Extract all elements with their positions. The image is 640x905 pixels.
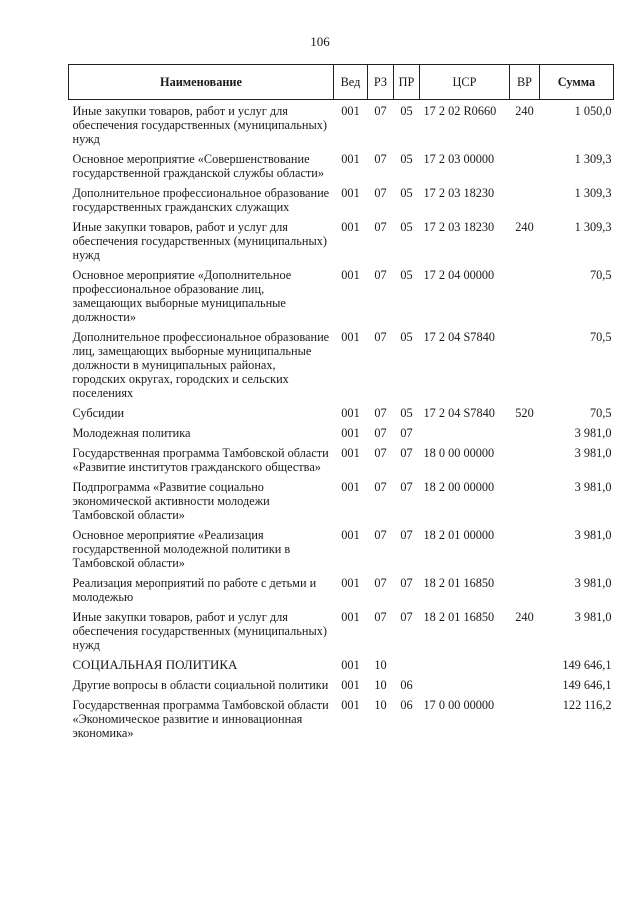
- row-csr: 17 2 04 S7840: [423, 406, 495, 420]
- row-rz: 07: [374, 220, 387, 234]
- row-pr: 07: [400, 480, 413, 494]
- row-rz: 07: [374, 186, 387, 200]
- row-csr: 18 0 00 00000: [423, 446, 495, 460]
- table-row: [69, 216, 614, 264]
- row-pr: [394, 654, 420, 674]
- row-vr: [510, 674, 540, 694]
- row-rz: 07: [374, 576, 387, 590]
- row-ved: 001: [341, 426, 360, 440]
- row-csr: 17 0 00 00000: [423, 698, 495, 712]
- row-csr: [420, 674, 510, 694]
- row-name: Иные закупки товаров, работ и услуг для обеспечения государственных (муниципальных) нужд: [72, 104, 327, 146]
- table-row: [69, 572, 614, 606]
- row-sum: 149 646,1: [562, 678, 612, 692]
- row-vr: [510, 326, 540, 402]
- row-csr: 18 2 01 16850: [423, 576, 495, 590]
- row-csr: 17 2 02 R0660: [423, 104, 497, 118]
- row-name: Государственная программа Тамбовской области «Развитие институтов гражданского общества»: [72, 446, 329, 474]
- header-rz: РЗ: [368, 65, 394, 100]
- row-pr: 05: [400, 406, 413, 420]
- row-vr: [510, 524, 540, 572]
- table-row: [69, 326, 614, 402]
- row-sum: 122 116,2: [562, 698, 612, 712]
- row-vr: [510, 572, 540, 606]
- row-ved: 001: [341, 528, 360, 542]
- row-pr: 05: [400, 268, 413, 282]
- row-name: Подпрограмма «Развитие социально экономической активности молодежи Тамбовской области»: [72, 480, 270, 522]
- row-vr: [510, 182, 540, 216]
- row-csr: [420, 422, 510, 442]
- row-rz: 10: [374, 698, 387, 712]
- row-csr: 17 2 03 18230: [423, 220, 495, 234]
- table-row: [69, 606, 614, 654]
- row-pr: 05: [400, 186, 413, 200]
- table-row: [69, 654, 614, 674]
- row-pr: 07: [400, 528, 413, 542]
- row-ved: 001: [341, 406, 360, 420]
- row-name: Молодежная политика: [72, 426, 191, 440]
- table-row: [69, 182, 614, 216]
- row-pr: 07: [400, 426, 413, 440]
- row-sum: 1 309,3: [574, 186, 612, 200]
- row-pr: 07: [400, 610, 413, 624]
- row-vr: [510, 264, 540, 326]
- table-row: [69, 694, 614, 742]
- row-csr: 18 2 01 00000: [423, 528, 495, 542]
- row-rz: 07: [374, 104, 387, 118]
- page-number: 106: [310, 34, 330, 49]
- row-sum: 3 981,0: [574, 480, 612, 494]
- row-pr: 05: [400, 220, 413, 234]
- header-ved: Вед: [334, 65, 368, 100]
- row-rz: 07: [374, 152, 387, 166]
- row-csr: 18 2 00 00000: [423, 480, 495, 494]
- table-row: [69, 148, 614, 182]
- table-row: [69, 442, 614, 476]
- row-sum: 3 981,0: [574, 528, 612, 542]
- row-ved: 001: [341, 268, 360, 282]
- row-ved: 001: [341, 678, 360, 692]
- header-sum: Сумма: [540, 65, 614, 100]
- row-ved: 001: [341, 152, 360, 166]
- row-rz: 07: [374, 446, 387, 460]
- row-name: Дополнительное профессиональное образование государственных гражданских служащих: [72, 186, 330, 214]
- budget-table: [68, 64, 614, 742]
- row-ved: 001: [341, 610, 360, 624]
- header-vr: ВР: [510, 65, 540, 100]
- row-name: Другие вопросы в области социальной политики: [72, 678, 329, 692]
- row-csr: 17 2 04 00000: [423, 268, 495, 282]
- row-name: Основное мероприятие «Реализация государственной молодежной политики в Тамбовской области»: [72, 528, 291, 570]
- row-name: Государственная программа Тамбовской области «Экономическое развитие и инновационная экономика»: [72, 698, 329, 740]
- row-name: Реализация мероприятий по работе с детьми и молодежью: [72, 576, 317, 604]
- table-row: [69, 100, 614, 149]
- row-csr: 17 2 04 S7840: [423, 330, 495, 344]
- row-ved: 001: [341, 330, 360, 344]
- row-pr: 05: [400, 330, 413, 344]
- row-pr: 06: [400, 678, 413, 692]
- row-sum: 70,5: [589, 406, 612, 420]
- row-pr: 07: [400, 576, 413, 590]
- row-vr: 520: [515, 406, 534, 420]
- row-vr: [510, 654, 540, 674]
- row-vr: [510, 476, 540, 524]
- row-ved: 001: [341, 658, 360, 672]
- row-ved: 001: [341, 220, 360, 234]
- row-sum: 1 309,3: [574, 220, 612, 234]
- row-ved: 001: [341, 104, 360, 118]
- row-csr: 17 2 03 18230: [423, 186, 495, 200]
- row-sum: 1 309,3: [574, 152, 612, 166]
- row-name: Основное мероприятие «Дополнительное профессиональное образование лиц, замещающих выборные муниципальные должности»: [72, 268, 292, 324]
- row-sum: 3 981,0: [574, 576, 612, 590]
- row-rz: 07: [374, 610, 387, 624]
- table-row: [69, 674, 614, 694]
- row-rz: 10: [374, 658, 387, 672]
- row-pr: 05: [400, 152, 413, 166]
- row-csr: 18 2 01 16850: [423, 610, 495, 624]
- row-rz: 07: [374, 480, 387, 494]
- header-pr: ПР: [394, 65, 420, 100]
- row-sum: 3 981,0: [574, 446, 612, 460]
- row-csr: [420, 654, 510, 674]
- row-vr: 240: [515, 104, 534, 118]
- row-pr: 07: [400, 446, 413, 460]
- row-rz: 10: [374, 678, 387, 692]
- row-vr: [510, 148, 540, 182]
- row-ved: 001: [341, 698, 360, 712]
- table-row: [69, 524, 614, 572]
- table-row: [69, 264, 614, 326]
- row-vr: 240: [515, 220, 534, 234]
- row-ved: 001: [341, 576, 360, 590]
- table-header-row: [69, 65, 614, 100]
- row-rz: 07: [374, 268, 387, 282]
- header-name: Наименование: [69, 65, 334, 100]
- row-rz: 07: [374, 330, 387, 344]
- table-row: [69, 402, 614, 422]
- row-ved: 001: [341, 446, 360, 460]
- row-sum: 70,5: [589, 330, 612, 344]
- table-row: [69, 422, 614, 442]
- row-vr: [510, 694, 540, 742]
- row-name: Субсидии: [72, 406, 125, 420]
- row-vr: [510, 422, 540, 442]
- row-ved: 001: [341, 480, 360, 494]
- row-name: СОЦИАЛЬНАЯ ПОЛИТИКА: [72, 657, 238, 672]
- row-vr: [510, 442, 540, 476]
- row-name: Иные закупки товаров, работ и услуг для обеспечения государственных (муниципальных) нужд: [72, 220, 327, 262]
- row-pr: 06: [400, 698, 413, 712]
- row-sum: 3 981,0: [574, 426, 612, 440]
- row-vr: 240: [515, 610, 534, 624]
- row-rz: 07: [374, 528, 387, 542]
- row-pr: 05: [400, 104, 413, 118]
- row-ved: 001: [341, 186, 360, 200]
- header-csr: ЦСР: [420, 65, 510, 100]
- table-row: [69, 476, 614, 524]
- row-rz: 07: [374, 406, 387, 420]
- row-name: Дополнительное профессиональное образование лиц, замещающих выборные муниципальные должности в муниципальных районах, городских округах, городских и сельских поселениях: [72, 330, 330, 400]
- row-name: Основное мероприятие «Совершенствование государственной гражданской службы области»: [72, 152, 325, 180]
- row-rz: 07: [374, 426, 387, 440]
- row-name: Иные закупки товаров, работ и услуг для обеспечения государственных (муниципальных) нужд: [72, 610, 327, 652]
- row-sum: 3 981,0: [574, 610, 612, 624]
- row-sum: 70,5: [589, 268, 612, 282]
- row-csr: 17 2 03 00000: [423, 152, 495, 166]
- row-sum: 1 050,0: [574, 104, 612, 118]
- row-sum: 149 646,1: [562, 658, 612, 672]
